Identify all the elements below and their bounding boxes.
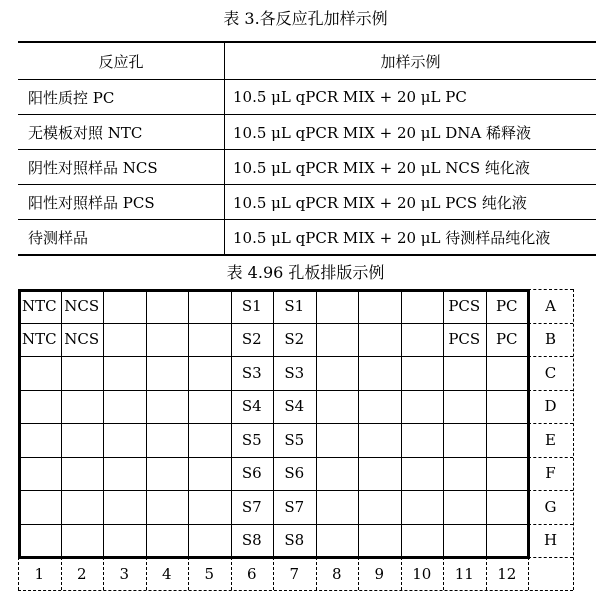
plate-well: S6 <box>284 464 305 483</box>
plate-well: NTC <box>21 330 57 349</box>
table-row <box>18 115 596 150</box>
plate-well: S2 <box>241 330 262 349</box>
well-type: 待测样品 <box>18 220 225 256</box>
row-label: A <box>545 296 556 315</box>
plate-well: PC <box>495 296 518 315</box>
dashed-line <box>358 557 359 590</box>
header-loading-example: 加样示例 <box>225 42 597 80</box>
column-label: 12 <box>497 564 517 583</box>
plate-well: S1 <box>284 296 305 315</box>
row-label: C <box>544 363 557 382</box>
dashed-line <box>273 557 274 590</box>
table4-caption: 表 4.96 孔板排版示例 <box>226 263 385 282</box>
plate-well: PCS <box>448 296 481 315</box>
dashed-line <box>146 557 147 590</box>
column-label: 11 <box>454 564 474 583</box>
plate-well: S3 <box>284 363 305 382</box>
column-label: 1 <box>34 564 45 583</box>
dashed-line <box>18 557 19 590</box>
table-row <box>18 150 596 185</box>
column-label: 7 <box>289 564 300 583</box>
column-label: 9 <box>374 564 385 583</box>
header-well: 反应孔 <box>18 42 225 80</box>
dashed-line <box>528 490 573 491</box>
plate-well: S8 <box>284 531 305 550</box>
dashed-line <box>528 323 573 324</box>
dashed-line <box>443 557 444 590</box>
plate-well: S2 <box>284 330 305 349</box>
well-type: 阳性质控 PC <box>18 80 225 115</box>
dashed-line <box>528 557 573 558</box>
dashed-line <box>401 557 402 590</box>
dashed-line <box>103 557 104 590</box>
dashed-line <box>18 590 573 591</box>
plate-well: NCS <box>64 330 100 349</box>
column-label: 4 <box>161 564 172 583</box>
dashed-line <box>528 356 573 357</box>
plate-well: PCS <box>448 330 481 349</box>
plate-well: NTC <box>21 296 57 315</box>
well-type: 阴性对照样品 NCS <box>18 150 225 185</box>
dashed-line <box>528 423 573 424</box>
row-label: G <box>544 497 557 516</box>
column-label: 5 <box>204 564 215 583</box>
row-label: E <box>545 430 556 449</box>
dashed-line <box>528 524 573 525</box>
loading-example: 10.5 μL qPCR MIX + 20 μL PCS 纯化液 <box>225 185 597 220</box>
loading-example: 10.5 μL qPCR MIX + 20 μL 待测样品纯化液 <box>225 220 597 256</box>
plate-well: S5 <box>241 430 262 449</box>
plate-well: NCS <box>64 296 100 315</box>
plate-border <box>18 289 530 559</box>
column-label: 8 <box>331 564 342 583</box>
table-row <box>18 80 596 115</box>
column-label: 2 <box>76 564 87 583</box>
well-type: 阳性对照样品 PCS <box>18 185 225 220</box>
sample-loading-table <box>18 41 596 256</box>
dashed-line <box>573 289 574 590</box>
plate-well: S7 <box>241 497 262 516</box>
table-row <box>18 220 596 256</box>
plate-well: S4 <box>284 397 305 416</box>
column-label: 3 <box>119 564 130 583</box>
plate-well: PC <box>495 330 518 349</box>
row-label: F <box>545 464 556 483</box>
row-label: H <box>543 531 558 550</box>
row-label: D <box>544 397 557 416</box>
dashed-line <box>528 289 573 290</box>
plate-well: S8 <box>241 531 262 550</box>
plate-well: S5 <box>284 430 305 449</box>
dashed-line <box>528 457 573 458</box>
plate-well: S7 <box>284 497 305 516</box>
loading-example: 10.5 μL qPCR MIX + 20 μL DNA 稀释液 <box>225 115 597 150</box>
dashed-line <box>528 390 573 391</box>
loading-example: 10.5 μL qPCR MIX + 20 μL PC <box>225 80 597 115</box>
dashed-line <box>231 557 232 590</box>
column-label: 10 <box>412 564 432 583</box>
well-type: 无模板对照 NTC <box>18 115 225 150</box>
plate-layout-grid <box>18 289 591 590</box>
dashed-line <box>486 557 487 590</box>
dashed-line <box>61 557 62 590</box>
plate-well: S1 <box>241 296 262 315</box>
dashed-line <box>316 557 317 590</box>
column-label: 6 <box>246 564 257 583</box>
table-row <box>18 185 596 220</box>
dashed-line <box>188 557 189 590</box>
loading-example: 10.5 μL qPCR MIX + 20 μL NCS 纯化液 <box>225 150 597 185</box>
plate-well: S6 <box>241 464 262 483</box>
plate-well: S3 <box>241 363 262 382</box>
table-header-row <box>18 42 596 80</box>
dashed-line <box>528 557 529 590</box>
plate-well: S4 <box>241 397 262 416</box>
table3-caption: 表 3.各反应孔加样示例 <box>223 9 388 28</box>
row-label: B <box>544 330 557 349</box>
